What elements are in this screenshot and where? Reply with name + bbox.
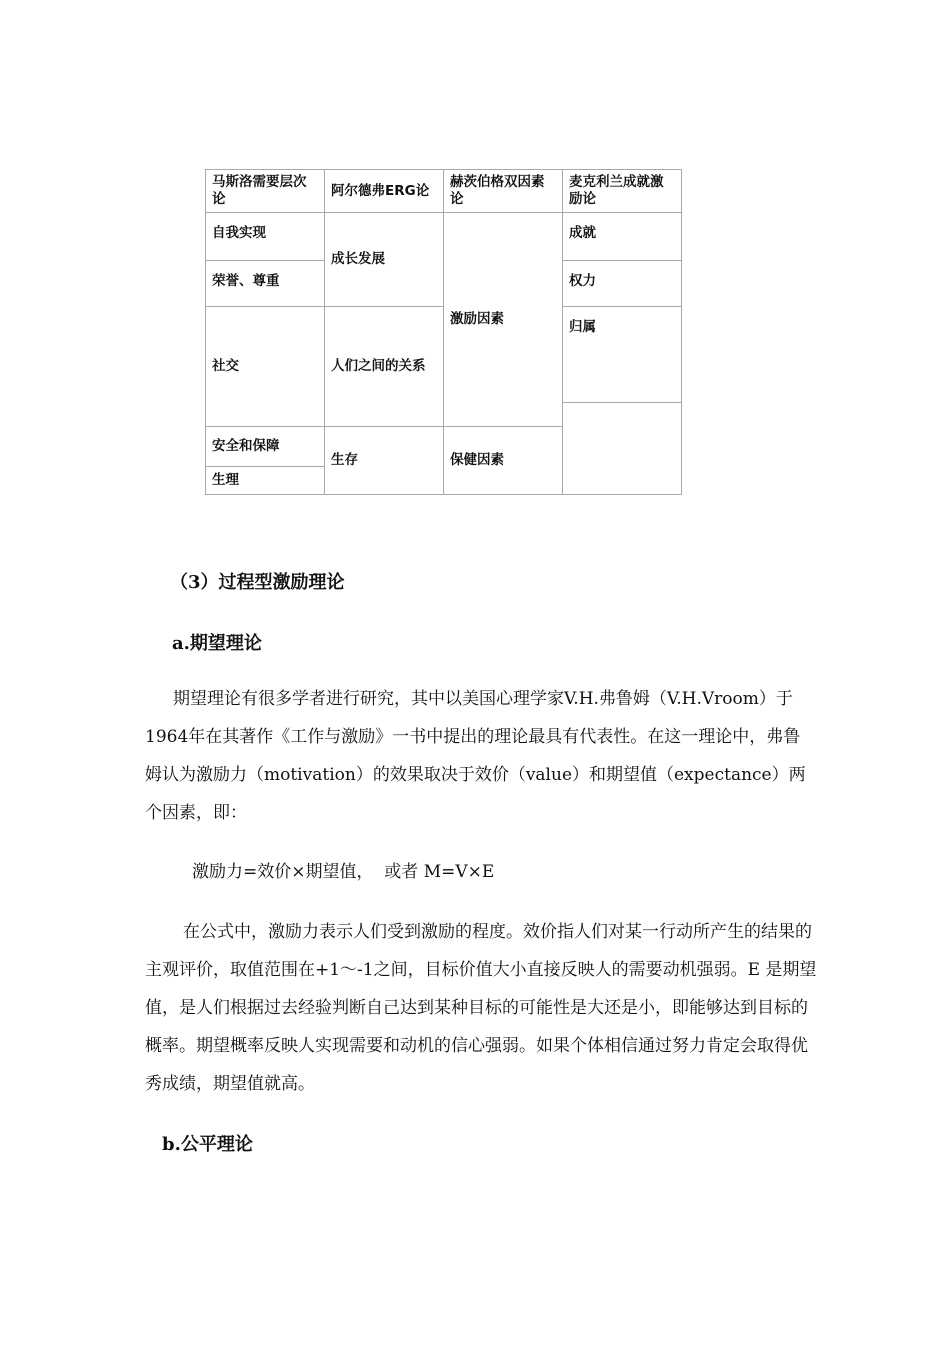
theory-comparison-table	[205, 169, 682, 495]
maslow-safety: 安全和保障	[206, 426, 325, 466]
table-header-row	[206, 170, 682, 213]
erg-relatedness: 人们之间的关系	[325, 307, 444, 426]
maslow-esteem: 荣誉、尊重	[206, 261, 325, 307]
mcclelland-empty	[563, 402, 682, 494]
header-mcclelland: 麦克利兰成就激励论	[563, 170, 682, 213]
erg-existence: 生存	[325, 426, 444, 494]
paragraph-expectancy-explanation: 在公式中，激励力表示人们受到激励的程度。效价指人们对某一行动所产生的结果的主观评价，取值范围在+1～-1之间，目标价值大小直接反映人的需要动机强弱。E 是期望值，是人们根据过去经验判断自己达到某种目标的可能性是大还是小，即能够达到目标的概率。期望概率反映人实现需要和动机的信心强弱。如果个体相信通过努力肯定会取得优秀成绩，期望值就高。	[145, 922, 817, 1094]
paragraph-expectancy-intro: 期望理论有很多学者进行研究，其中以美国心理学家V.H.弗鲁姆（V.H.Vroom）于1964年在其著作《工作与激励》一书中提出的理论最具有代表性。在这一理论中，弗鲁姆认为激励力（motivation）的效果取决于效价（value）和期望值（expectance）两个因素，即：	[145, 689, 806, 823]
herzberg-motivators: 激励因素	[444, 213, 563, 427]
mcclelland-affiliation: 归属	[563, 307, 682, 402]
section-heading: （3）过程型激励理论	[170, 572, 345, 593]
formula: 激励力=效价×期望值， 或者 M=V×E	[192, 862, 495, 882]
header-erg: 阿尔德弗ERG论	[325, 170, 444, 213]
mcclelland-power: 权力	[563, 261, 682, 307]
maslow-social: 社交	[206, 307, 325, 426]
maslow-physiological: 生理	[206, 466, 325, 494]
mcclelland-achievement: 成就	[563, 213, 682, 261]
subheading-equity-theory: b.公平理论	[162, 1134, 253, 1155]
table-row	[206, 213, 682, 261]
herzberg-hygiene: 保健因素	[444, 426, 563, 494]
subheading-expectancy-theory: a.期望理论	[172, 633, 262, 654]
header-maslow: 马斯洛需要层次论	[206, 170, 325, 213]
header-herzberg: 赫茨伯格双因素论	[444, 170, 563, 213]
maslow-self-actualization: 自我实现	[206, 213, 325, 261]
erg-growth: 成长发展	[325, 213, 444, 307]
